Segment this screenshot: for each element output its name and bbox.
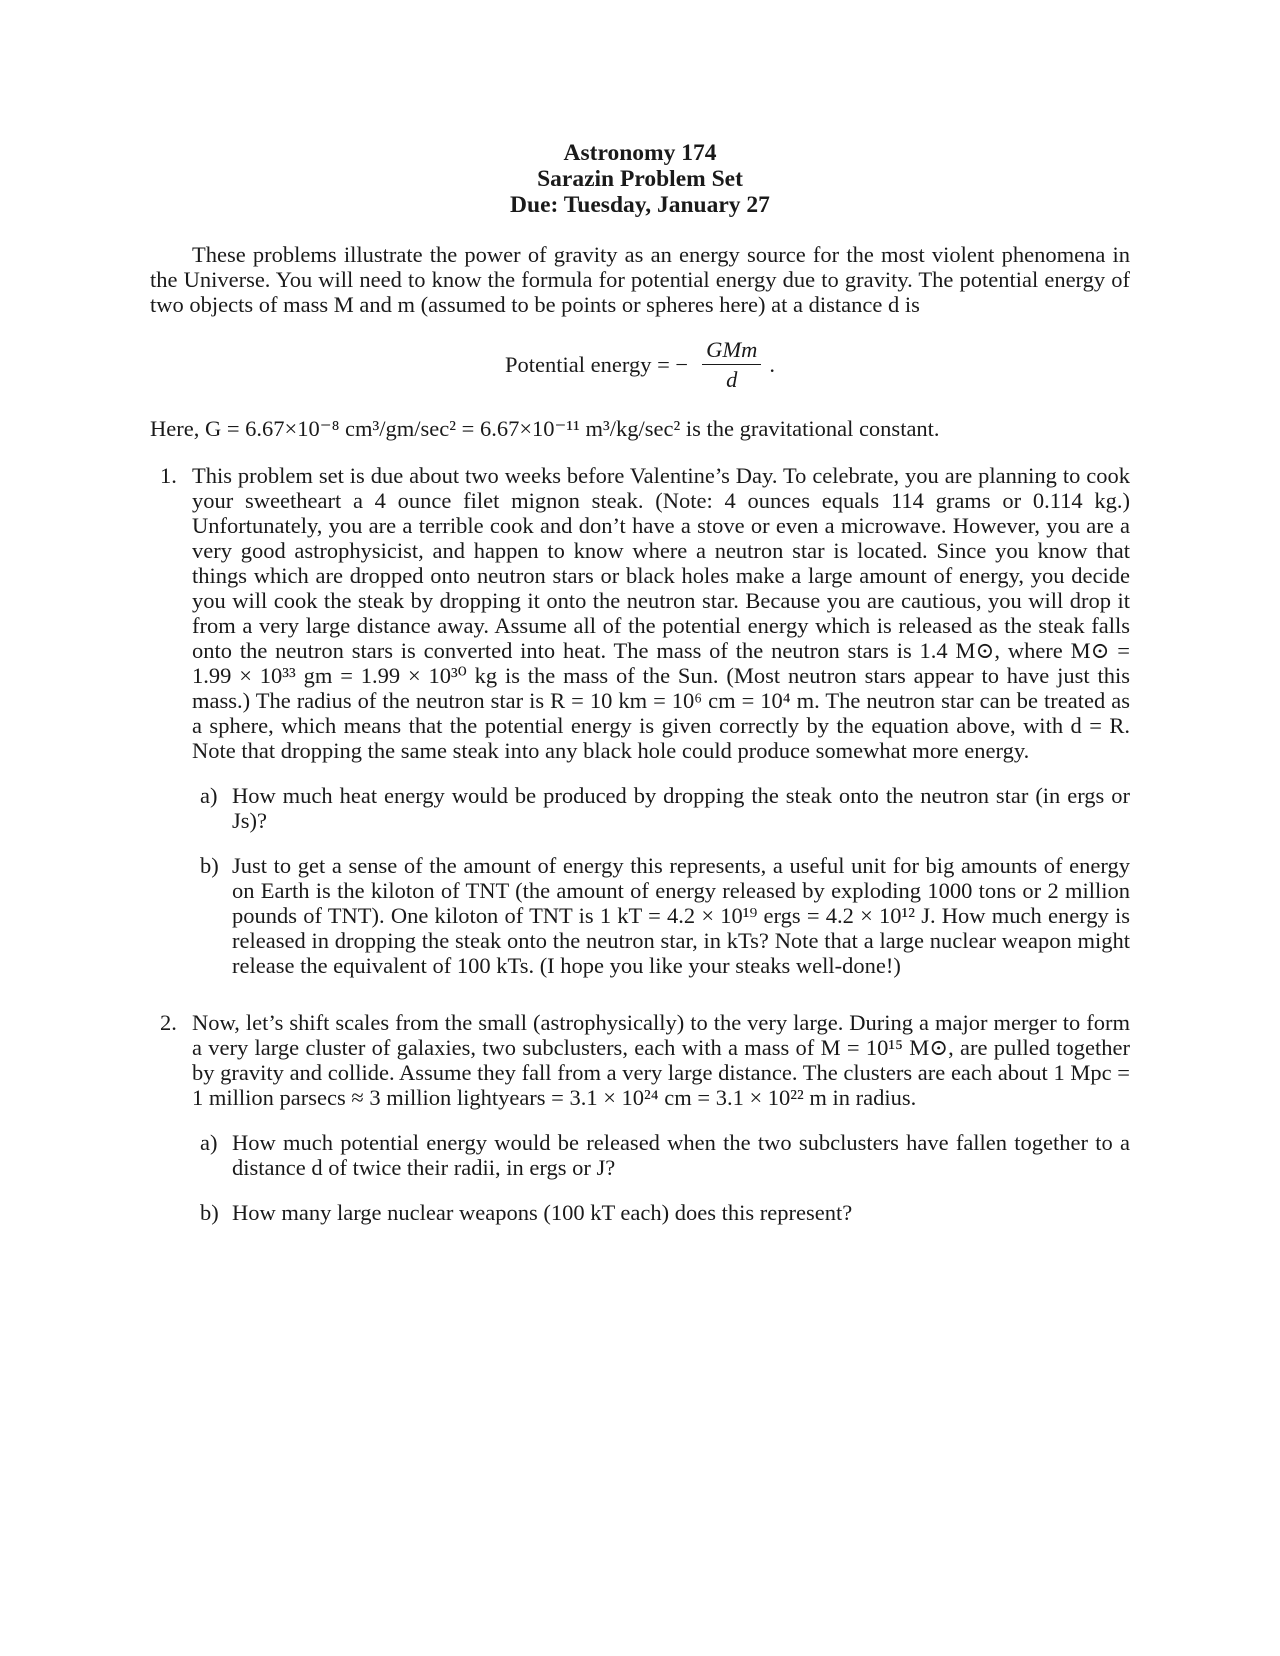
course-title: Astronomy 174 (563, 140, 717, 166)
problem-text: This problem set is due about two weeks before Valentine’s Day. To celebrate, you are planning to cook your sweetheart a 4 ounce filet mignon steak. (Note: 4 ounces equals 114 grams or 0.114 kg.) Unfortunately, you are a terrible cook and don’t have a stove or even a microwave. However, you are a very good astrophysicist, and happen to know where a neutron star is located. Since you know that things which are dropped onto neutron stars or black holes make a large amount of energy, you decide you will cook the steak by dropping it onto the neutron star. Because you are cautious, you will drop it from a very large distance away. Assume all of the potential energy which is released as the steak falls onto the neutron stars is converted into heat. The mass of the neutron stars is 1.4 M⊙, where M⊙ = 1.99 × 10³³ gm = 1.99 × 10³⁰ kg is the mass of the Sun. (Most neutron stars appear to have just this mass.) The radius of the neutron star is R = 10 km = 10⁶ cm = 10⁴ m. The neutron star can be treated as a sphere, which means that the potential energy is given correctly by the equation above, with d = R. Note that dropping the same steak into any black hole could produce somewhat more energy. (192, 463, 1130, 763)
equation-fraction (702, 337, 761, 392)
part-text: Just to get a sense of the amount of energy this represents, a useful unit for big amounts of energy on Earth is the kiloton of TNT (the amount of energy released by exploding 1000 tons or 2 million pounds of TNT). One kiloton of TNT is 1 kT = 4.2 × 10¹⁹ ergs = 4.2 × 10¹² J. How much energy is released in dropping the steak onto the neutron star, in kTs? Note that a large nuclear weapon might release the equivalent of 100 kTs. (I hope you like your steaks well-done!) (232, 853, 1130, 978)
problem-body (192, 463, 1130, 978)
problem-2 (150, 1010, 1130, 1225)
equation-denominator: d (726, 367, 738, 392)
problem-2-part-a (192, 1130, 1130, 1180)
intro-paragraph: These problems illustrate the power of gravity as an energy source for the most violent phenomena in the Universe. You will need to know the formula for potential energy due to gravity. The potential energy of two objects of mass M and m (assumed to be points or spheres here) at a distance d is (150, 242, 1130, 317)
part-text: How much potential energy would be released when the two subclusters have fallen together to a distance d of twice their radii, in ergs or J? (232, 1130, 1130, 1180)
gravitational-constant-line: Here, G = 6.67×10⁻⁸ cm³/gm/sec² = 6.67×10⁻¹¹ m³/kg/sec² is the gravitational constant. (150, 416, 940, 441)
due-date: Due: Tuesday, January 27 (510, 192, 770, 218)
part-label: b) (200, 1200, 219, 1225)
problem-number: 2. (160, 1010, 177, 1035)
problem-body (192, 1010, 1130, 1225)
problem-1-part-a (192, 783, 1130, 833)
title-block (150, 140, 1130, 218)
problem-1-part-b (192, 853, 1130, 978)
problem-1 (150, 463, 1130, 978)
problem-number: 1. (160, 463, 177, 488)
problem-set-title: Sarazin Problem Set (537, 166, 743, 192)
potential-energy-equation (150, 337, 1130, 392)
part-label: b) (200, 853, 219, 878)
problem-2-part-b (192, 1200, 1130, 1225)
document-page (150, 140, 1130, 1245)
equation-trailing: . (769, 352, 775, 377)
part-label: a) (200, 783, 218, 808)
equation-lhs: Potential energy = − (505, 352, 689, 377)
part-text: How much heat energy would be produced by dropping the steak onto the neutron star (in ergs or Js)? (232, 783, 1130, 833)
part-text: How many large nuclear weapons (100 kT each) does this represent? (232, 1200, 853, 1225)
part-label: a) (200, 1130, 218, 1155)
problem-text: Now, let’s shift scales from the small (astrophysically) to the very large. During a major merger to form a very large cluster of galaxies, two subclusters, each with a mass of M = 10¹⁵ M⊙, are pulled together by gravity and collide. Assume they fall from a very large distance. The clusters are each about 1 Mpc = 1 million parsecs ≈ 3 million lightyears = 3.1 × 10²⁴ cm = 3.1 × 10²² m in radius. (192, 1010, 1130, 1110)
equation-numerator: GMm (702, 337, 761, 365)
